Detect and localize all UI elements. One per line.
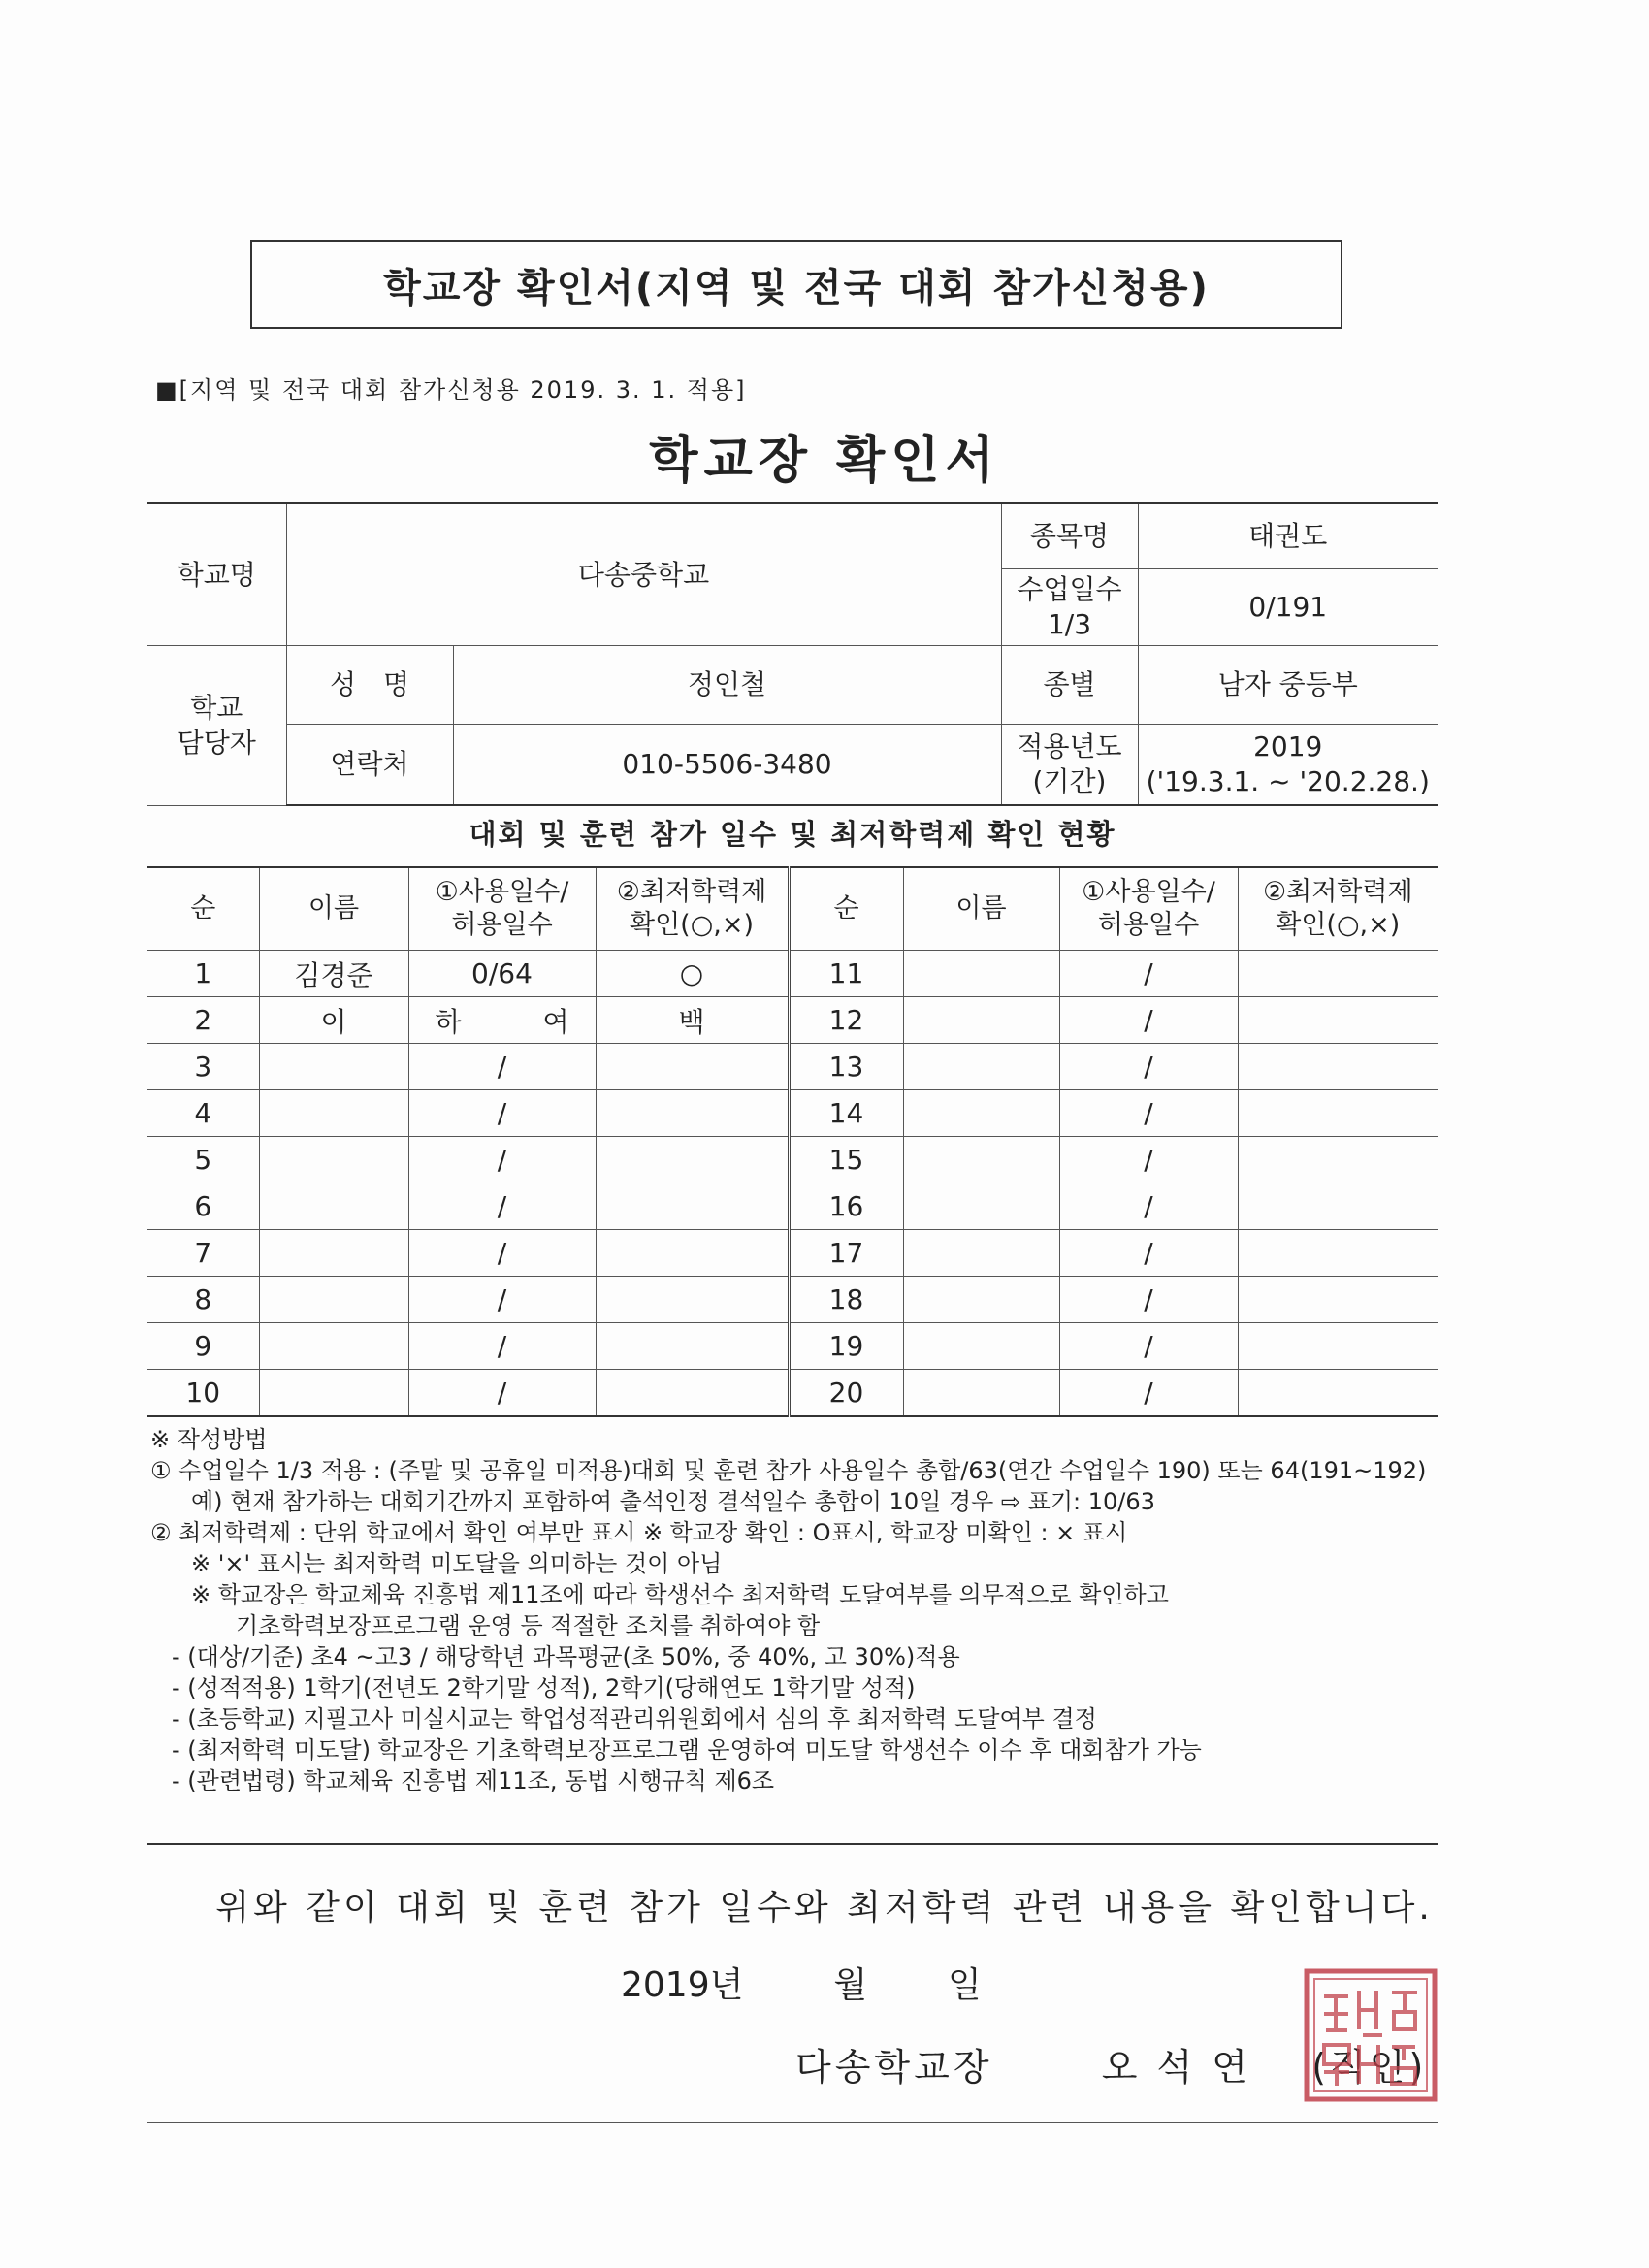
row-name: 김경준 bbox=[259, 951, 408, 997]
row-min-academic bbox=[596, 1137, 789, 1183]
year-value-year: 2019 bbox=[1253, 730, 1323, 762]
row-min-academic bbox=[596, 1370, 789, 1417]
row-min-academic bbox=[1238, 1044, 1438, 1090]
row-no: 3 bbox=[147, 1044, 259, 1090]
row-min-academic: ○ bbox=[596, 951, 789, 997]
row-name bbox=[903, 1230, 1059, 1277]
row-no: 9 bbox=[147, 1323, 259, 1370]
row-used-days: / bbox=[1059, 1230, 1238, 1277]
official-seal-stamp bbox=[1303, 1967, 1439, 2103]
note-item: 기초학력보장프로그램 운영 등 적절한 조치를 취하여야 함 bbox=[236, 1612, 821, 1639]
row-min-academic bbox=[596, 1044, 789, 1090]
row-min-academic bbox=[596, 1090, 789, 1137]
row-no: 19 bbox=[789, 1323, 903, 1370]
category-value: 남자 중등부 bbox=[1138, 646, 1438, 725]
note-heading: ※ 작성방법 bbox=[150, 1426, 268, 1453]
date-month: 월 bbox=[833, 1965, 868, 2005]
row-used-days: / bbox=[408, 1323, 596, 1370]
divider bbox=[147, 1843, 1438, 1845]
header-no-right: 순 bbox=[789, 867, 903, 951]
table-row bbox=[147, 1277, 1438, 1323]
row-min-academic bbox=[1238, 1183, 1438, 1230]
row-min-academic: 백 bbox=[596, 997, 789, 1044]
row-used-days: / bbox=[408, 1183, 596, 1230]
table-row bbox=[147, 951, 1438, 997]
bottom-divider bbox=[147, 2122, 1438, 2123]
row-no: 20 bbox=[789, 1370, 903, 1417]
event-value: 태권도 bbox=[1138, 503, 1438, 569]
header-used-days-line1: ①사용일수/ bbox=[435, 877, 569, 907]
principal-title: 다송학교장 bbox=[795, 2046, 993, 2089]
note-item: 예) 현재 참가하는 대회기간까지 포함하여 출석인정 결석일수 총합이 10일 경우 ⇨ 표기: 10/63 bbox=[191, 1488, 1155, 1515]
header-min-academic bbox=[596, 867, 789, 951]
row-name bbox=[259, 1323, 408, 1370]
school-label: 학교명 bbox=[147, 503, 286, 646]
note-item: - (관련법령) 학교체육 진흥법 제11조, 동법 시행규칙 제6조 bbox=[172, 1767, 775, 1795]
row-no: 6 bbox=[147, 1183, 259, 1230]
table-row bbox=[147, 1137, 1438, 1183]
row-name bbox=[259, 1137, 408, 1183]
row-no: 8 bbox=[147, 1277, 259, 1323]
event-label: 종목명 bbox=[1001, 503, 1138, 569]
row-name bbox=[259, 1044, 408, 1090]
table-row bbox=[147, 1323, 1438, 1370]
row-no: 1 bbox=[147, 951, 259, 997]
note-item: ① 수업일수 1/3 적용 : (주말 및 공휴일 미적용)대회 및 훈련 참가 사용일수 총합/63(연간 수업일수 190) 또는 64(191~192) bbox=[150, 1457, 1427, 1484]
row-no: 13 bbox=[789, 1044, 903, 1090]
row-no: 18 bbox=[789, 1277, 903, 1323]
row-used-days: 0/64 bbox=[408, 951, 596, 997]
row-name bbox=[259, 1183, 408, 1230]
header-used-days bbox=[408, 867, 596, 951]
row-min-academic bbox=[1238, 1370, 1438, 1417]
row-used-days: / bbox=[408, 1137, 596, 1183]
row-name bbox=[903, 1277, 1059, 1323]
row-used-days: / bbox=[408, 1090, 596, 1137]
row-name bbox=[259, 1090, 408, 1137]
row-used-days: / bbox=[1059, 951, 1238, 997]
header-no: 순 bbox=[147, 867, 259, 951]
date-year: 2019년 bbox=[621, 1965, 744, 2005]
row-name bbox=[259, 1230, 408, 1277]
name-value: 정인철 bbox=[453, 646, 1001, 725]
header-min-academic-line2: 확인(○,×) bbox=[630, 910, 754, 940]
form-type-title: 학교장 확인서(지역 및 전국 대회 참가신청용) bbox=[250, 240, 1342, 329]
confirmation-statement: 위와 같이 대회 및 훈련 참가 일수와 최저학력 관련 내용을 확인합니다. bbox=[215, 1888, 1434, 1928]
row-used-days: / bbox=[1059, 1370, 1238, 1417]
note-item: - (최저학력 미도달) 학교장은 기초학력보장프로그램 운영하여 미도달 학생선수 이수 후 대회참가 가능 bbox=[172, 1736, 1202, 1764]
row-used-days: / bbox=[408, 1277, 596, 1323]
header-min-academic-right-line2: 확인(○,×) bbox=[1276, 910, 1401, 940]
row-used-days: 하 여 bbox=[408, 997, 596, 1044]
writing-instructions bbox=[150, 1424, 1440, 1797]
class-days-value: 0/191 bbox=[1138, 569, 1438, 646]
row-no: 2 bbox=[147, 997, 259, 1044]
year-value bbox=[1138, 725, 1438, 806]
year-value-period: ('19.3.1. ~ '20.2.28.) bbox=[1146, 765, 1430, 797]
note-item: - (성적적용) 1학기(전년도 2학기말 성적), 2학기(당해연도 1학기말 성적) bbox=[172, 1674, 916, 1701]
row-no: 11 bbox=[789, 951, 903, 997]
note-item: ※ 학교장은 학교체육 진흥법 제11조에 따라 학생선수 최저학력 도달여부를 의무적으로 확인하고 bbox=[191, 1581, 1169, 1608]
row-min-academic bbox=[596, 1323, 789, 1370]
row-min-academic bbox=[1238, 1277, 1438, 1323]
table-row bbox=[147, 1230, 1438, 1277]
row-min-academic bbox=[596, 1183, 789, 1230]
table-header-row bbox=[147, 867, 1438, 951]
table-row bbox=[147, 1044, 1438, 1090]
row-no: 15 bbox=[789, 1137, 903, 1183]
year-label bbox=[1001, 725, 1138, 806]
row-min-academic bbox=[1238, 1137, 1438, 1183]
date-day: 일 bbox=[948, 1965, 982, 2005]
class-days-label-line1: 수업일수 bbox=[1017, 573, 1122, 605]
row-used-days: / bbox=[408, 1230, 596, 1277]
class-days-label bbox=[1001, 569, 1138, 646]
row-no: 17 bbox=[789, 1230, 903, 1277]
row-min-academic bbox=[1238, 1230, 1438, 1277]
row-min-academic bbox=[596, 1277, 789, 1323]
row-name bbox=[259, 1370, 408, 1417]
row-name bbox=[903, 1183, 1059, 1230]
row-name bbox=[903, 1323, 1059, 1370]
row-used-days: / bbox=[1059, 1277, 1238, 1323]
row-no: 10 bbox=[147, 1370, 259, 1417]
school-info-table bbox=[147, 502, 1438, 806]
section-title: 대회 및 훈련 참가 일수 및 최저학력제 확인 현황 bbox=[469, 818, 1116, 851]
row-used-days: / bbox=[1059, 1090, 1238, 1137]
row-min-academic bbox=[1238, 951, 1438, 997]
row-name bbox=[903, 997, 1059, 1044]
seal-label: (직인) bbox=[1311, 2046, 1428, 2089]
applicable-date-note: ■[지역 및 전국 대회 참가신청용 2019. 3. 1. 적용] bbox=[155, 376, 747, 404]
year-label-line1: 적용년도 bbox=[1017, 730, 1122, 762]
manager-label-line1: 학교 bbox=[190, 691, 243, 724]
row-used-days: / bbox=[1059, 1323, 1238, 1370]
header-min-academic-line1: ②최저학력제 bbox=[616, 877, 767, 907]
note-item: - (대상/기준) 초4 ~고3 / 해당학년 과목평균(초 50%, 중 40%, 고 30%)적용 bbox=[172, 1643, 960, 1670]
category-label: 종별 bbox=[1001, 646, 1138, 725]
school-name: 다송중학교 bbox=[286, 503, 1001, 646]
note-item: ※ '×' 표시는 최저학력 미도달을 의미하는 것이 아님 bbox=[191, 1550, 723, 1577]
contact-label: 연락처 bbox=[286, 725, 453, 806]
row-no: 14 bbox=[789, 1090, 903, 1137]
row-used-days: / bbox=[1059, 1137, 1238, 1183]
row-name bbox=[903, 1137, 1059, 1183]
row-name bbox=[903, 1370, 1059, 1417]
row-min-academic bbox=[1238, 997, 1438, 1044]
header-name-right: 이름 bbox=[903, 867, 1059, 951]
table-row bbox=[147, 997, 1438, 1044]
row-name: 이 bbox=[259, 997, 408, 1044]
row-min-academic bbox=[1238, 1090, 1438, 1137]
row-no: 16 bbox=[789, 1183, 903, 1230]
header-used-days-right bbox=[1059, 867, 1238, 951]
name-label: 성 명 bbox=[286, 646, 453, 725]
row-used-days: / bbox=[408, 1044, 596, 1090]
row-used-days: / bbox=[1059, 1183, 1238, 1230]
row-min-academic bbox=[596, 1230, 789, 1277]
row-used-days: / bbox=[408, 1370, 596, 1417]
row-name bbox=[903, 1044, 1059, 1090]
document-title: 학교장 확인서 bbox=[649, 432, 1000, 490]
row-used-days: / bbox=[1059, 1044, 1238, 1090]
participation-table bbox=[147, 866, 1438, 1417]
row-no: 12 bbox=[789, 997, 903, 1044]
header-name: 이름 bbox=[259, 867, 408, 951]
header-used-days-right-line2: 허용일수 bbox=[1097, 910, 1200, 940]
table-row bbox=[147, 1090, 1438, 1137]
header-min-academic-right bbox=[1238, 867, 1438, 951]
table-row bbox=[147, 1183, 1438, 1230]
contact-value: 010-5506-3480 bbox=[453, 725, 1001, 806]
row-used-days: / bbox=[1059, 997, 1238, 1044]
signature-date bbox=[621, 1958, 982, 2007]
class-days-label-line2: 1/3 bbox=[1047, 608, 1092, 640]
manager-label bbox=[147, 646, 286, 806]
row-no: 7 bbox=[147, 1230, 259, 1277]
manager-label-line2: 담당자 bbox=[177, 726, 256, 759]
note-item: - (초등학교) 지필고사 미실시교는 학업성적관리위원회에서 심의 후 최저학력 도달여부 결정 bbox=[172, 1705, 1097, 1733]
row-no: 5 bbox=[147, 1137, 259, 1183]
row-min-academic bbox=[1238, 1323, 1438, 1370]
year-label-line2: (기간) bbox=[1032, 765, 1107, 797]
header-used-days-line2: 허용일수 bbox=[451, 910, 553, 940]
principal-name: 오 석 연 bbox=[1101, 2046, 1252, 2089]
row-name bbox=[903, 951, 1059, 997]
row-name bbox=[903, 1090, 1059, 1137]
row-no: 4 bbox=[147, 1090, 259, 1137]
row-name bbox=[259, 1277, 408, 1323]
table-row bbox=[147, 1370, 1438, 1417]
header-min-academic-right-line1: ②최저학력제 bbox=[1262, 877, 1413, 907]
note-item: ② 최저학력제 : 단위 학교에서 확인 여부만 표시 ※ 학교장 확인 : O표시, 학교장 미확인 : × 표시 bbox=[150, 1519, 1128, 1546]
header-used-days-right-line1: ①사용일수/ bbox=[1082, 877, 1215, 907]
